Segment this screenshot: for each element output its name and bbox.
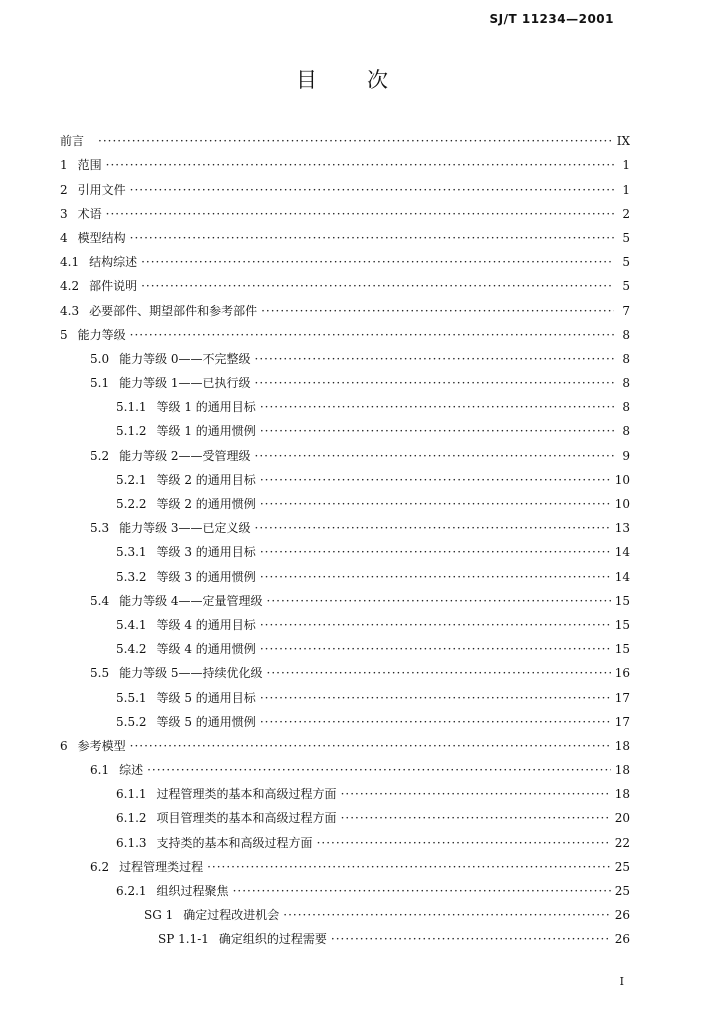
table-of-contents bbox=[60, 124, 630, 946]
toc-entry-title: 能力等级 3——已定义级 bbox=[119, 521, 251, 536]
page-title bbox=[296, 64, 388, 94]
toc-entry[interactable] bbox=[60, 777, 630, 801]
dot-leader bbox=[255, 449, 614, 463]
toc-entry-title: 能力等级 1——已执行级 bbox=[119, 376, 251, 391]
toc-entry[interactable] bbox=[60, 463, 630, 487]
toc-entry-number: SG 1 bbox=[144, 908, 174, 923]
page-number: I bbox=[619, 975, 624, 988]
dot-leader bbox=[260, 642, 611, 656]
title-char-1: 目 bbox=[296, 68, 317, 92]
toc-entry[interactable] bbox=[60, 366, 630, 390]
toc-entry-page: 26 bbox=[614, 908, 630, 923]
dot-leader bbox=[341, 787, 611, 801]
toc-entry-page: 8 bbox=[622, 376, 630, 391]
toc-entry-number: 5 bbox=[60, 327, 68, 342]
dot-leader bbox=[261, 304, 614, 318]
toc-entry-page: 8 bbox=[622, 351, 630, 366]
toc-entry[interactable] bbox=[60, 705, 630, 729]
title-char-2: 次 bbox=[367, 68, 388, 92]
toc-entry-number: 5.5 bbox=[90, 666, 110, 681]
toc-entry-page: 17 bbox=[614, 714, 630, 729]
toc-entry-page: 10 bbox=[614, 472, 630, 487]
toc-entry-page: 1 bbox=[622, 182, 630, 197]
toc-entry-title: 能力等级 0——不完整级 bbox=[119, 351, 251, 366]
toc-entry[interactable] bbox=[60, 729, 630, 753]
toc-entry[interactable] bbox=[60, 245, 630, 269]
toc-entry-number: 2 bbox=[60, 182, 68, 197]
toc-entry-title: 等级 5 的通用惯例 bbox=[156, 714, 256, 729]
toc-entry-page: 26 bbox=[614, 932, 630, 947]
dot-leader bbox=[283, 908, 610, 922]
dot-leader bbox=[260, 400, 614, 414]
dot-leader bbox=[130, 183, 614, 197]
toc-entry-title: 等级 3 的通用惯例 bbox=[156, 569, 256, 584]
toc-entry-page: 17 bbox=[614, 690, 630, 705]
dot-leader bbox=[130, 739, 611, 753]
toc-entry-number: 5.4 bbox=[90, 593, 110, 608]
toc-entry-number: 4.2 bbox=[60, 279, 80, 294]
toc-entry[interactable] bbox=[60, 172, 630, 196]
dot-leader bbox=[130, 328, 614, 342]
toc-entry-title: 能力等级 bbox=[77, 327, 126, 342]
toc-entry-title: 过程管理类的基本和高级过程方面 bbox=[156, 787, 337, 802]
toc-entry-number: 5.3 bbox=[90, 521, 110, 536]
dot-leader bbox=[331, 932, 611, 946]
dot-leader bbox=[255, 376, 614, 390]
toc-entry[interactable] bbox=[60, 342, 630, 366]
toc-entry-number: 5.3.2 bbox=[116, 569, 147, 584]
toc-entry-page: 5 bbox=[622, 230, 630, 245]
toc-entry-page: 1 bbox=[622, 158, 630, 173]
toc-entry[interactable] bbox=[60, 850, 630, 874]
dot-leader bbox=[98, 134, 613, 148]
dot-leader bbox=[260, 473, 611, 487]
toc-entry-title: 确定组织的过程需要 bbox=[218, 932, 327, 947]
toc-entry-page: 15 bbox=[614, 642, 630, 657]
toc-entry-title: 能力等级 4——定量管理级 bbox=[119, 593, 263, 608]
toc-entry-title: 参考模型 bbox=[77, 738, 126, 753]
toc-entry[interactable] bbox=[60, 438, 630, 462]
toc-entry[interactable] bbox=[60, 801, 630, 825]
dot-leader bbox=[130, 231, 614, 245]
toc-entry-page: 9 bbox=[622, 448, 630, 463]
dot-leader bbox=[260, 618, 611, 632]
dot-leader bbox=[106, 158, 614, 172]
toc-entry[interactable] bbox=[60, 922, 630, 946]
toc-entry-number: 5.4.1 bbox=[116, 617, 147, 632]
toc-entry-title: 能力等级 2——受管理级 bbox=[119, 448, 251, 463]
toc-entry[interactable] bbox=[60, 197, 630, 221]
toc-entry-number: 6.2.1 bbox=[116, 884, 147, 898]
toc-entry-page: 20 bbox=[614, 811, 630, 826]
toc-entry-page: 16 bbox=[614, 666, 630, 681]
toc-entry[interactable] bbox=[60, 487, 630, 511]
toc-entry-title: 能力等级 5——持续优化级 bbox=[119, 666, 263, 681]
toc-entry-title: 等级 3 的通用目标 bbox=[156, 545, 256, 560]
toc-entry-page: 2 bbox=[622, 206, 630, 221]
toc-entry[interactable] bbox=[60, 124, 630, 148]
dot-leader bbox=[147, 763, 611, 777]
toc-entry-number: 6.1.2 bbox=[116, 811, 147, 826]
toc-entry-page: 14 bbox=[614, 545, 630, 560]
toc-entry-number: 1 bbox=[60, 158, 68, 173]
toc-entry-number: 6.2 bbox=[90, 859, 110, 874]
toc-entry[interactable] bbox=[60, 753, 630, 777]
toc-entry-number: 5.2.2 bbox=[116, 497, 147, 511]
toc-entry-number: 4 bbox=[60, 230, 68, 245]
toc-entry[interactable] bbox=[60, 825, 630, 849]
toc-entry-number: 6.1.3 bbox=[116, 835, 147, 850]
toc-entry[interactable] bbox=[60, 414, 630, 438]
toc-entry-page: 15 bbox=[614, 593, 630, 608]
standard-code: SJ/T 11234—2001 bbox=[489, 12, 614, 26]
toc-entry-page: 14 bbox=[614, 569, 630, 584]
toc-entry-number: 5.3.1 bbox=[116, 545, 147, 560]
toc-entry-page: 18 bbox=[614, 787, 630, 802]
toc-entry[interactable] bbox=[60, 293, 630, 317]
toc-entry-number: 5.2 bbox=[90, 448, 110, 463]
dot-leader bbox=[255, 521, 611, 535]
dot-leader bbox=[341, 811, 611, 825]
toc-entry-title: 确定过程改进机会 bbox=[183, 908, 280, 923]
toc-entry[interactable] bbox=[60, 584, 630, 608]
dot-leader bbox=[260, 424, 614, 438]
toc-entry[interactable] bbox=[60, 632, 630, 656]
toc-entry-title: 范围 bbox=[77, 158, 102, 173]
toc-entry[interactable] bbox=[60, 269, 630, 293]
toc-entry-number: 5.4.2 bbox=[116, 642, 147, 657]
toc-entry[interactable] bbox=[60, 559, 630, 583]
toc-entry-number: 5.0 bbox=[90, 351, 110, 366]
toc-entry[interactable] bbox=[60, 511, 630, 535]
dot-leader bbox=[141, 279, 614, 293]
toc-entry-page: 25 bbox=[614, 859, 630, 874]
toc-entry[interactable] bbox=[60, 148, 630, 172]
toc-entry[interactable] bbox=[60, 874, 630, 898]
toc-entry[interactable] bbox=[60, 221, 630, 245]
toc-entry-number: 4.1 bbox=[60, 255, 80, 270]
dot-leader bbox=[260, 691, 611, 705]
toc-entry-page: 13 bbox=[614, 521, 630, 536]
toc-entry-title: 等级 4 的通用目标 bbox=[156, 617, 256, 632]
dot-leader bbox=[267, 594, 611, 608]
toc-entry-number: 5.2.1 bbox=[116, 472, 147, 487]
toc-entry-number: SP 1.1-1 bbox=[158, 932, 209, 947]
toc-entry-number: 5.1.2 bbox=[116, 424, 147, 439]
toc-entry-number: 5.5.2 bbox=[116, 714, 147, 729]
toc-entry-title: 等级 1 的通用惯例 bbox=[156, 424, 256, 439]
toc-entry[interactable] bbox=[60, 656, 630, 680]
toc-entry-number: 5.1.1 bbox=[116, 400, 147, 415]
toc-entry-title: 综述 bbox=[119, 763, 144, 778]
toc-entry[interactable] bbox=[60, 318, 630, 342]
toc-entry-page: 7 bbox=[622, 303, 630, 318]
toc-entry-page: 15 bbox=[614, 617, 630, 632]
toc-entry-title: 等级 2 的通用目标 bbox=[156, 472, 256, 487]
dot-leader bbox=[233, 884, 611, 898]
toc-entry[interactable] bbox=[60, 535, 630, 559]
toc-entry-title: 项目管理类的基本和高级过程方面 bbox=[156, 811, 337, 826]
toc-entry-page: 22 bbox=[614, 835, 630, 850]
toc-entry-number: 6.1 bbox=[90, 763, 110, 778]
toc-entry-number: 4.3 bbox=[60, 303, 80, 318]
dot-leader bbox=[141, 255, 614, 269]
toc-entry-page: 25 bbox=[614, 884, 630, 898]
toc-entry-number: 3 bbox=[60, 206, 68, 221]
toc-entry[interactable] bbox=[60, 608, 630, 632]
toc-entry-page: 8 bbox=[622, 424, 630, 439]
toc-entry-title: 组织过程聚焦 bbox=[156, 884, 229, 898]
toc-entry-number: 前言 bbox=[60, 134, 85, 149]
toc-entry-page: 10 bbox=[614, 497, 630, 511]
toc-entry-title: 等级 5 的通用目标 bbox=[156, 690, 256, 705]
toc-entry-title: 过程管理类过程 bbox=[119, 859, 204, 874]
dot-leader bbox=[260, 715, 611, 729]
dot-leader bbox=[317, 836, 611, 850]
toc-entry-title: 支持类的基本和高级过程方面 bbox=[156, 835, 313, 850]
dot-leader bbox=[260, 497, 611, 511]
toc-entry[interactable] bbox=[60, 898, 630, 922]
toc-entry-number: 5.5.1 bbox=[116, 690, 147, 705]
toc-entry-page: 5 bbox=[622, 255, 630, 270]
toc-entry-title: 术语 bbox=[77, 206, 102, 221]
toc-entry-page: IX bbox=[616, 134, 630, 149]
toc-entry-page: 18 bbox=[614, 738, 630, 753]
toc-entry-number: 5.1 bbox=[90, 376, 110, 391]
dot-leader bbox=[106, 207, 614, 221]
toc-entry-page: 5 bbox=[622, 279, 630, 294]
toc-entry-number: 6.1.1 bbox=[116, 787, 147, 802]
toc-entry-page: 18 bbox=[614, 763, 630, 778]
dot-leader bbox=[255, 352, 614, 366]
toc-entry-title: 必要部件、期望部件和参考部件 bbox=[89, 303, 258, 318]
toc-entry-number: 6 bbox=[60, 738, 68, 753]
dot-leader bbox=[260, 545, 611, 559]
toc-entry-title: 等级 1 的通用目标 bbox=[156, 400, 256, 415]
toc-entry-title: 结构综述 bbox=[89, 255, 138, 270]
toc-entry-title: 引用文件 bbox=[77, 182, 126, 197]
toc-entry-title: 部件说明 bbox=[89, 279, 138, 294]
dot-leader bbox=[260, 570, 611, 584]
toc-entry-title: 等级 4 的通用惯例 bbox=[156, 642, 256, 657]
toc-entry-title: 等级 2 的通用惯例 bbox=[156, 497, 256, 511]
toc-entry-title: 模型结构 bbox=[77, 230, 126, 245]
toc-entry-page: 8 bbox=[622, 400, 630, 415]
toc-entry-page: 8 bbox=[622, 327, 630, 342]
dot-leader bbox=[267, 666, 611, 680]
dot-leader bbox=[207, 860, 611, 874]
toc-entry[interactable] bbox=[60, 390, 630, 414]
toc-entry[interactable] bbox=[60, 680, 630, 704]
